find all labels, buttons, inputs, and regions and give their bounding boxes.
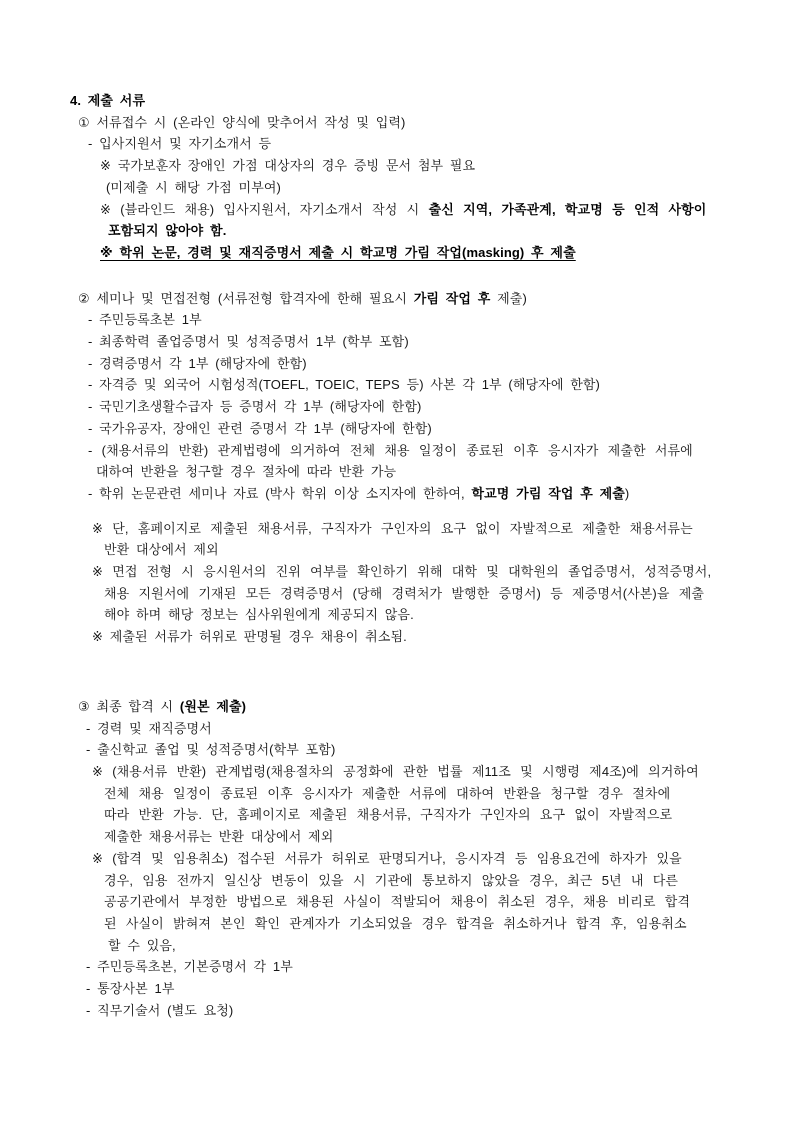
list-item bbox=[70, 374, 725, 396]
list-item bbox=[70, 483, 725, 505]
line-gap bbox=[70, 264, 725, 288]
list-item bbox=[70, 133, 725, 155]
note-line bbox=[70, 518, 725, 540]
text-run: ※ (블라인드 채용) 입사지원서, 자기소개서 작성 시 bbox=[100, 201, 429, 217]
list-item bbox=[70, 396, 725, 418]
text-run: 출신 지역, 가족관계, 학교명 등 인적 사항이 bbox=[428, 201, 707, 217]
text-run: 대하여 반환을 청구할 경우 절차에 따라 반환 가능 bbox=[96, 464, 397, 480]
continuation-line bbox=[70, 583, 725, 605]
text-run: - 통장사본 1부 bbox=[86, 981, 175, 997]
text-run: - 직무기술서 (별도 요청) bbox=[86, 1002, 234, 1018]
text-run: 따라 반환 가능. 단, 홈페이지로 제출된 채용서류, 구직자가 구인자의 요구 없이 자발적으로 bbox=[104, 807, 673, 823]
text-run: (원본 제출) bbox=[179, 698, 247, 714]
text-run: ※ 면접 전형 시 응시원서의 진위 여부를 확인하기 위해 대학 및 대학원의 졸업증명서, 성적증명서, bbox=[92, 564, 712, 580]
text-run: ※ 학위 논문, 경력 및 재직증명서 제출 시 학교명 가림 작업(masking) 후 제출 bbox=[100, 244, 576, 260]
note-line bbox=[70, 155, 725, 177]
list-item bbox=[70, 718, 725, 740]
continuation-line bbox=[70, 783, 725, 805]
text-run: - 최종학력 졸업증명서 및 성적증명서 1부 (학부 포함) bbox=[88, 334, 409, 350]
text-run: - 국가유공자, 장애인 관련 증명서 각 1부 (해당자에 한함) bbox=[88, 420, 432, 436]
note-line bbox=[70, 561, 725, 583]
note-line bbox=[70, 199, 725, 221]
note-line bbox=[70, 761, 725, 783]
continuation-line bbox=[70, 870, 725, 892]
text-run: ) bbox=[624, 485, 630, 501]
text-run: - 자격증 및 외국어 시험성적(TOEFL, TOEIC, TEPS 등) 사본 각 1부 (해당자에 한함) bbox=[88, 377, 600, 393]
list-item bbox=[70, 1000, 725, 1022]
text-run: - 경력 및 재직증명서 bbox=[86, 720, 212, 736]
list-item bbox=[70, 353, 725, 375]
continuation-line bbox=[70, 604, 725, 626]
continuation-line bbox=[70, 891, 725, 913]
text-run: - 경력증명서 각 1부 (해당자에 한함) bbox=[88, 355, 307, 371]
text-run: - 학위 논문관련 세미나 자료 (박사 학위 이상 소지자에 한하여, bbox=[88, 485, 472, 501]
list-item bbox=[70, 978, 725, 1000]
note-line bbox=[70, 848, 725, 870]
continuation-line bbox=[70, 461, 725, 483]
text-run: 된 사실이 밝혀져 본인 확인 관계자가 기소되었을 경우 합격을 취소하거나 합격 후, 임용취소 bbox=[104, 915, 687, 931]
line-gap bbox=[70, 505, 725, 518]
list-item bbox=[70, 331, 725, 353]
text-run: ※ 제출된 서류가 허위로 판명될 경우 채용이 취소됨. bbox=[92, 629, 407, 645]
text-run: 제출한 채용서류는 반환 대상에서 제외 bbox=[104, 829, 334, 845]
text-run: 해야 하며 해당 정보는 심사위원에게 제공되지 않음. bbox=[104, 607, 414, 623]
text-run: 전체 채용 일정이 종료된 이후 응시자가 제출한 서류에 대하여 반환을 청구할 경우 절차에 bbox=[104, 785, 671, 801]
list-item bbox=[70, 418, 725, 440]
continuation-line bbox=[70, 177, 725, 199]
continuation-line bbox=[70, 826, 725, 848]
text-run: - 출신학교 졸업 및 성적증명서(학부 포함) bbox=[86, 742, 336, 758]
text-run: 반환 대상에서 제외 bbox=[104, 542, 219, 558]
list-item bbox=[70, 309, 725, 331]
continuation-line bbox=[70, 935, 725, 957]
text-run: ③ 최종 합격 시 bbox=[78, 698, 180, 714]
text-run: 가림 작업 후 bbox=[413, 290, 491, 306]
continuation-line bbox=[70, 913, 725, 935]
text-run: - 국민기초생활수급자 등 증명서 각 1부 (해당자에 한함) bbox=[88, 399, 422, 415]
text-run: - 입사지원서 및 자기소개서 등 bbox=[88, 136, 272, 152]
text-run: 할 수 있음, bbox=[108, 937, 176, 953]
text-run: 경우, 임용 전까지 일신상 변동이 있을 시 기관에 통보하지 않았을 경우, 최근 5년 내 다른 bbox=[104, 872, 679, 888]
text-run: 제출) bbox=[490, 290, 527, 306]
text-run: 학교명 가림 작업 후 제출 bbox=[471, 485, 625, 501]
text-run: (미제출 시 해당 가점 미부여) bbox=[106, 179, 281, 195]
list-item bbox=[70, 956, 725, 978]
section-heading bbox=[70, 112, 725, 134]
text-run: ※ (채용서류 반환) 관계법령(채용절차의 공정화에 관한 법률 제11조 및 시행령 제4조)에 의거하여 bbox=[92, 763, 699, 779]
text-run: 4. 제출 서류 bbox=[70, 93, 146, 108]
section-heading bbox=[70, 696, 725, 718]
note-line bbox=[70, 242, 725, 264]
text-run: - (채용서류의 반환) 관계법령에 의거하여 전체 채용 일정이 종료된 이후 응시자가 제출한 서류에 bbox=[88, 442, 693, 458]
line-gap bbox=[70, 648, 725, 696]
continuation-line bbox=[70, 539, 725, 561]
continuation-line bbox=[70, 220, 725, 242]
text-run: 공공기관에서 부정한 방법으로 채용된 사실이 적발되어 채용이 취소된 경우, 채용 비리로 합격 bbox=[104, 894, 691, 910]
continuation-line bbox=[70, 804, 725, 826]
text-run: 채용 지원서에 기재된 모든 경력증명서 (당해 경력처가 발행한 증명서) 등 제증명서(사본)을 제출 bbox=[104, 585, 705, 601]
note-line bbox=[70, 626, 725, 648]
text-run: - 주민등록초본 1부 bbox=[88, 312, 202, 328]
list-item bbox=[70, 440, 725, 462]
section-heading bbox=[70, 288, 725, 310]
text-run: ② 세미나 및 면접전형 (서류전형 합격자에 한해 필요시 bbox=[78, 290, 414, 306]
text-run: 포함되지 않아야 함. bbox=[108, 223, 227, 239]
text-run: - 주민등록초본, 기본증명서 각 1부 bbox=[86, 959, 293, 975]
doc-heading bbox=[70, 90, 725, 112]
text-run: ※ (합격 및 임용취소) 접수된 서류가 허위로 판명되거나, 응시자격 등 임용요건에 하자가 있을 bbox=[92, 850, 682, 866]
text-run: ※ 국가보훈자 장애인 가점 대상자의 경우 증빙 문서 첨부 필요 bbox=[100, 158, 476, 174]
list-item bbox=[70, 739, 725, 761]
text-run: ※ 단, 홈페이지로 제출된 채용서류, 구직자가 구인자의 요구 없이 자발적으로 제출한 채용서류는 bbox=[92, 520, 693, 536]
text-run: ① 서류접수 시 (온라인 양식에 맞추어서 작성 및 입력) bbox=[78, 114, 406, 130]
